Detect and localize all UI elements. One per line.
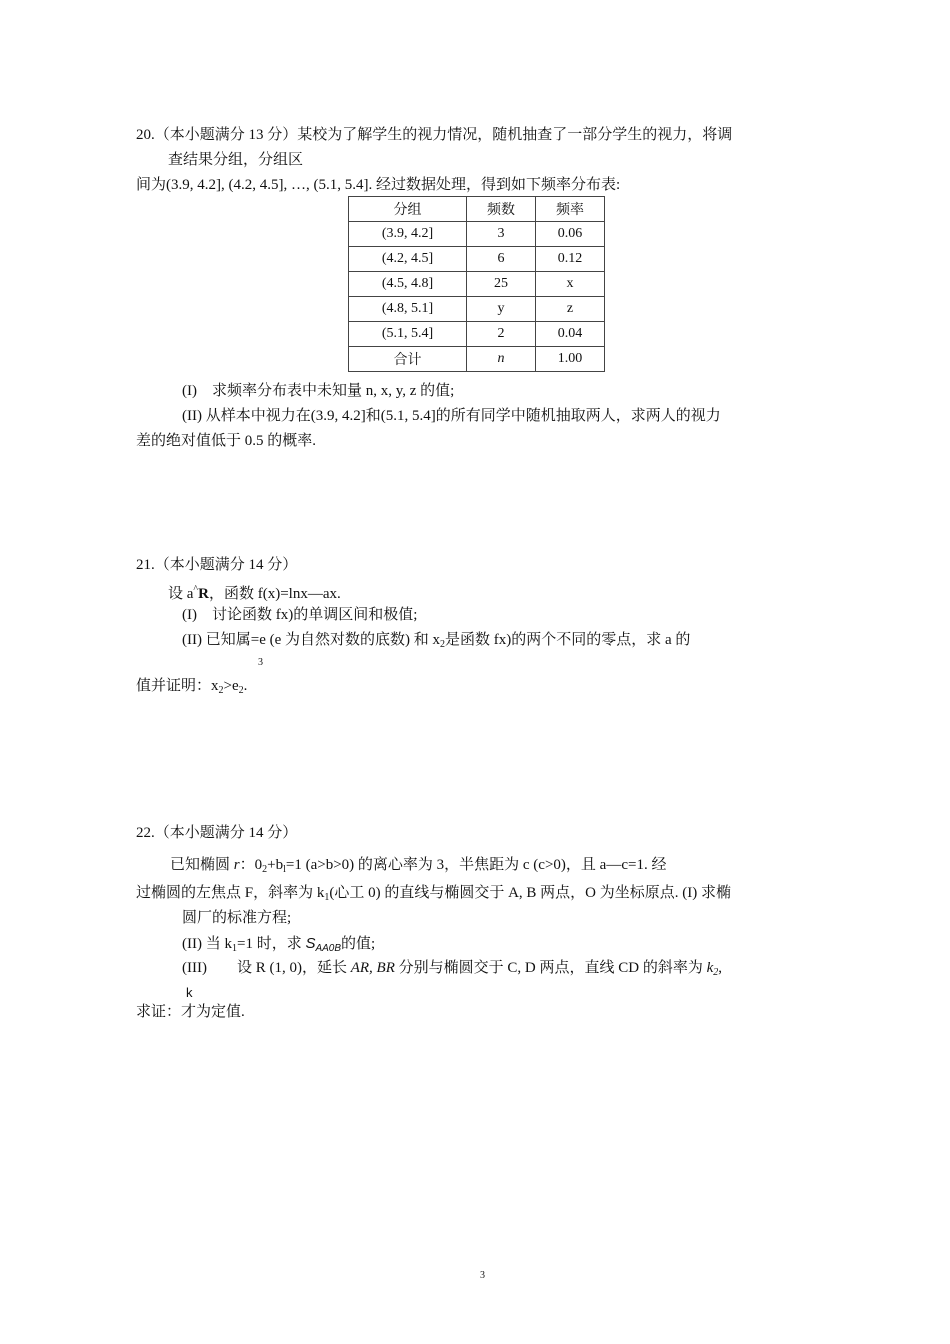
table-cell: x [536, 272, 605, 297]
table-cell: 3 [467, 222, 536, 247]
table-cell: y [467, 297, 536, 322]
q21-part2-a: (II) 已知属=e (e 为自然对数的底数) 和 x [182, 632, 440, 648]
q22-line4 [182, 934, 375, 959]
table-cell: 0.12 [536, 247, 605, 272]
q22-l1-s2: l [283, 864, 286, 875]
table-row [349, 297, 605, 322]
q20-part2: (II) 从样本中视力在(3.9, 4.2]和(5.1, 5.4]的所有同学中随机抽取两人，求两人的视力 [182, 408, 721, 424]
q21-part2c [136, 676, 247, 701]
q21-part2c-a: 值并证明：x [136, 678, 219, 694]
q20-part1: (I) 求频率分布表中未知量 n, x, y, z 的值; [182, 383, 455, 399]
table-cell: z [536, 297, 605, 322]
q21-part1: (I) 讨论函数 fx)的单调区间和极值; [182, 607, 418, 623]
q22-l4-Ssub: AA0B [315, 943, 342, 954]
q22-l4-b: =1 时，求 [236, 936, 306, 952]
table-row [349, 222, 605, 247]
table-header-cell: 频数 [467, 197, 536, 222]
q21-title: 21.（本小题满分 14 分） [136, 557, 298, 573]
q21-part2-b: 是函数 fx)的两个不同的零点，求 a 的 [445, 632, 691, 648]
table-cell: 0.06 [536, 222, 605, 247]
q22-l2-a: 过椭圆的左焦点 F，斜率为 k [136, 885, 325, 901]
q22-l4-c: 的值; [341, 936, 376, 952]
frequency-table [348, 196, 605, 372]
q22-l1-b: ：0 [239, 857, 263, 873]
q22-l1-gamma: r [233, 857, 240, 873]
table-cell: 2 [467, 322, 536, 347]
q21-part2 [182, 630, 690, 655]
q21-part2c-c: . [243, 678, 248, 694]
q22-l5-it1: AR, BR [350, 960, 395, 976]
q20-part2b: 差的绝对值低于 0.5 的概率. [136, 433, 317, 449]
table-cell: n [467, 347, 536, 372]
table-cell: 6 [467, 247, 536, 272]
table-row [349, 247, 605, 272]
table-row [349, 347, 605, 372]
table-cell: (4.2, 4.5] [349, 247, 467, 272]
q20-line1: 20.（本小题满分 13 分）某校为了解学生的视力情况，随机抽查了一部分学生的视力，将调 [136, 127, 733, 143]
q22-line5 [182, 958, 722, 983]
table-cell: (4.5, 4.8] [349, 272, 467, 297]
q22-l4-S: S [305, 935, 316, 952]
q21-part2c-sub: 2 [218, 685, 224, 696]
table-cell: (4.8, 5.1] [349, 297, 467, 322]
table-cell: 0.04 [536, 322, 605, 347]
q21-part2c-sub2: 2 [238, 685, 244, 696]
q22-l4-a: (II) 当 k [182, 936, 232, 952]
q22-l2-b: (心工 0) 的直线与椭圆交于 A, B 两点，O 为坐标原点. (I) 求椭 [329, 885, 731, 901]
q22-l4-s: 1 [231, 943, 237, 954]
table-row [349, 322, 605, 347]
q22-l5-a: (III) 设 R (1, 0)，延长 [182, 960, 351, 976]
q21-given [168, 580, 341, 604]
table-row [349, 272, 605, 297]
q22-line1 [170, 855, 666, 880]
table-header-row [349, 197, 605, 222]
q21-part2c-b: >e [223, 678, 239, 694]
q22-line6: 求证：才为定值. [136, 1004, 245, 1020]
table-cell: 1.00 [536, 347, 605, 372]
table-cell: (5.1, 5.4] [349, 322, 467, 347]
q22-line3: 圆厂的标准方程; [182, 910, 292, 926]
table-cell: 25 [467, 272, 536, 297]
table-header-cell: 频率 [536, 197, 605, 222]
q22-l1-c: +b [267, 857, 284, 873]
q21-given-a: 设 a [168, 586, 194, 602]
page-number: 3 [480, 1270, 485, 1281]
q22-l5-ks: 2 [713, 967, 719, 978]
q22-title: 22.（本小题满分 14 分） [136, 825, 298, 841]
q22-l1-d: =1 (a>b>0) 的离心率为 3，半焦距为 c (c>0)，且 a—c=1. 经 [285, 857, 667, 873]
q21-given-b: ，函数 f(x)=lnx—ax. [208, 586, 341, 602]
q22-l5-c: , [718, 960, 722, 976]
q21-R: R [198, 586, 209, 602]
q22-line2 [136, 883, 731, 908]
q21-part2-sub: 2 [440, 639, 445, 650]
q22-l1-a: 已知椭圆 [170, 857, 234, 873]
q22-l1-s1: 2 [262, 864, 268, 875]
table-cell: 合计 [349, 347, 467, 372]
table-cell: (3.9, 4.2] [349, 222, 467, 247]
q20-line3: 间为(3.9, 4.2], (4.2, 4.5], …, (5.1, 5.4]. 经过数据处理，得到如下频率分布表: [136, 177, 621, 193]
q21-sup3: 3 [258, 657, 263, 668]
q22-l5-k: k [706, 960, 714, 976]
q21-caret: ^ [193, 584, 199, 595]
q22-l5-b: 分别与椭圆交于 C, D 两点，直线 CD 的斜率为 [394, 960, 707, 976]
q22-k-label: k [186, 985, 193, 1000]
q20-line2: 查结果分组，分组区 [168, 152, 304, 168]
table-header-cell: 分组 [349, 197, 467, 222]
q22-l2-s: 1 [324, 892, 330, 903]
